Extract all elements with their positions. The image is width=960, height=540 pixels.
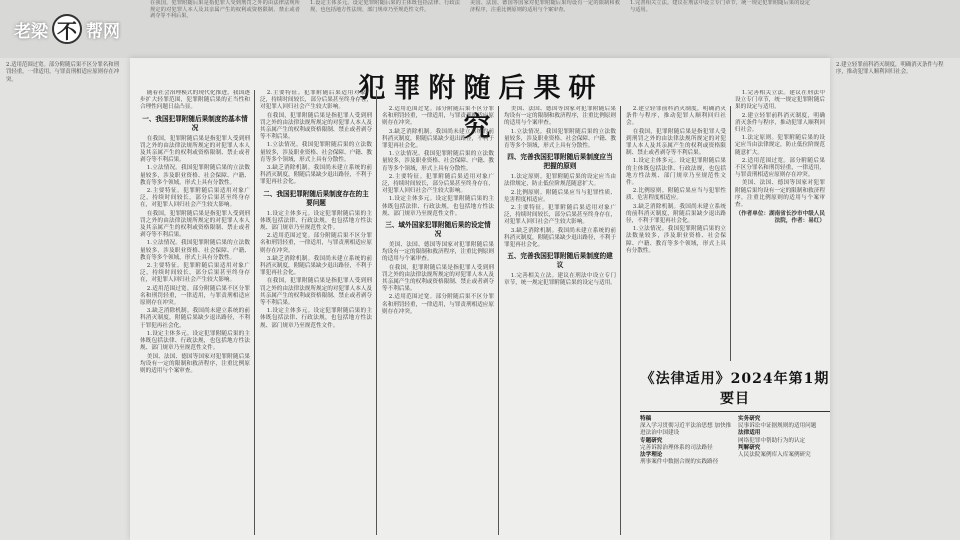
paragraph: 美国、法国、德国等国家对犯罪附随后果均设有一定的限制和救济程序，注重比例原则的适用与个案审查。 (735, 180, 825, 209)
watermark-mark-icon: 不 (52, 14, 82, 44)
paragraph: 3.缺乏消除机制。我国尚未建立系统的前科消灭制度，附随后果缺少退出路径，不利于罪犯再社会化。 (260, 165, 372, 186)
section-heading: 四、完善我国犯罪附随后果制度应当把握的原则 (507, 153, 613, 171)
toc-title: 《法律适用》2024年第1期要目 (640, 368, 830, 412)
article-column-3 (382, 106, 494, 536)
paragraph: 在我国，犯罪附随后果是指犯罪人受到刑罚之外的由法律法规所规定的对犯罪人本人及其亲属产生的权利或资格限制、禁止或者剥夺等不利后果。 (382, 264, 494, 293)
paragraph: 2.建立轻罪前科消灭制度，明确消灭条件与程序，推动犯罪人顺利回归社会。 (626, 106, 726, 127)
column-rule (376, 90, 377, 535)
toc-item: 实务研究 民事诉讼中证据规则的适用问题 (738, 416, 817, 430)
toc-columns (640, 416, 830, 466)
previous-page-strip (0, 0, 960, 58)
right-adjacent-page: 2.建立轻罪前科消灭制度，明确消灭条件与程序，推动犯罪人顺利回归社会。 (830, 58, 960, 540)
paragraph: 2.适用范围过宽。部分附随后果不区分罪名和刑罚轻重，一律适用，与罪责刑相适应原则存在冲突。 (140, 285, 250, 307)
article-column-1 (140, 90, 250, 538)
paragraph: 3.缺乏消除机制。我国尚未建立系统的前科消灭制度，附随后果缺少退出路径，不利于罪犯再社会化。 (504, 227, 616, 249)
paragraph: 2.主要特征。犯罪附随后果适用对象广泛，持续时间较长，部分后果甚至终身存在，对犯罪人回归社会产生较大影响。 (504, 205, 616, 226)
paragraph: 2.适用范围过宽。部分附随后果不区分罪名和刑罚轻重，一律适用，与罪责刑相适应原则存在冲突。 (260, 233, 372, 254)
paragraph: 1.设定主体多元。设定犯罪附随后果的主体既包括法律、行政法规，也包括地方性法规、部门规章乃至规范性文件。 (260, 308, 372, 329)
strip-column: 在我国，犯罪附随后果是指犯罪人受到刑罚之外的由法律法规所规定的对犯罪人本人及其亲属产生的权利或资格限制、禁止或者剥夺等不利后果。 (150, 0, 300, 20)
paragraph: 2.建立轻罪前科消灭制度，明确消灭条件与程序，推动犯罪人顺利回归社会。 (735, 112, 825, 134)
article-column-6 (735, 90, 825, 362)
paragraph: 1.立法情况。我国犯罪附随后果的立法数量较多，涉及职业资格、社会保障、户籍、教育等多个领域，形式上具有分散性。 (504, 128, 616, 150)
column-rule (730, 106, 731, 361)
strip-column: 1.完善相关立法。建议在刑法中设立专门章节，统一规定犯罪附随后果的设定与适用。 (630, 0, 810, 13)
paragraph: 2.主要特征。犯罪附随后果适用对象广泛，持续时间较长，部分后果甚至终身存在，对犯罪人回归社会产生较大影响。 (140, 263, 250, 284)
paragraph: 3.缺乏消除机制。我国尚未建立系统的前科消灭制度，附随后果缺少退出路径，不利于罪犯再社会化。 (260, 255, 372, 277)
newspaper-page (130, 58, 830, 540)
paragraph: 1.设定主体多元。设定犯罪附随后果的主体既包括法律、行政法规，也包括地方性法规、部门规章乃至规范性文件。 (260, 210, 372, 232)
watermark-tail: 帮网 (86, 21, 120, 42)
paragraph: 1.法定原则。犯罪附随后果的设定应当由法律规定，防止低位阶规范随意扩大。 (504, 174, 616, 188)
paragraph: 美国、法国、德国等国家对犯罪附随后果均设有一定的限制和救济程序，注重比例原则的适用与个案审查。 (382, 242, 494, 263)
paragraph: 2.适用范围过宽。部分附随后果不区分罪名和刑罚轻重，一律适用，与罪责刑相适应原则存在冲突。 (382, 294, 494, 315)
journal-toc (640, 368, 830, 540)
watermark-name: 老梁 (14, 21, 48, 42)
paragraph: 1.完善相关立法。建议在刑法中设立专门章节，统一规定犯罪附随后果的设定与适用。 (504, 273, 616, 287)
paragraph: 2.适用范围过宽。部分附随后果不区分罪名和刑罚轻重，一律适用，与罪责刑相适应原则存在冲突。 (382, 106, 494, 127)
paragraph: 3.缺乏消除机制。我国尚未建立系统的前科消灭制度，附随后果缺少退出路径，不利于罪犯再社会化。 (626, 203, 726, 225)
paragraph: 在我国，犯罪附随后果是指犯罪人受到刑罚之外的由法律法规所规定的对犯罪人本人及其亲属产生的权利或资格限制、禁止或者剥夺等不利后果。 (140, 135, 250, 164)
paragraph: 在我国，犯罪附随后果是指犯罪人受到刑罚之外的由法律法规所规定的对犯罪人本人及其亲属产生的权利或资格限制、禁止或者剥夺等不利后果。 (260, 278, 372, 307)
paragraph: 2.比例原则。附随后果应当与犯罪性质、危害程度相适应。 (504, 189, 616, 203)
toc-item: 特稿 深入学习贯彻习近平法治思想 加快推进法治中国建设 (640, 416, 732, 437)
paragraph: 1.立法情况。我国犯罪附随后果的立法数量较多，涉及职业资格、社会保障、户籍、教育等多个领域，形式上具有分散性。 (382, 151, 494, 172)
paragraph: 3.缺乏消除机制。我国尚未建立系统的前科消灭制度，附随后果缺少退出路径，不利于罪犯再社会化。 (140, 308, 250, 329)
paragraph: 1.法定原则。犯罪附随后果的设定应当由法律规定，防止低位阶规范随意扩大。 (735, 135, 825, 156)
article-headline: 犯罪附随后果研究 (358, 73, 604, 143)
section-heading: 五、完善我国犯罪附随后果制度的建议 (507, 252, 613, 270)
paragraph: 1.设定主体多元。设定犯罪附随后果的主体既包括法律、行政法规，也包括地方性法规、部门规章乃至规范性文件。 (626, 158, 726, 187)
paragraph: 2.适用范围过宽。部分附随后果不区分罪名和刑罚轻重，一律适用，与罪责刑相适应原则存在冲突。 (735, 157, 825, 179)
paragraph: 在我国，犯罪附随后果是指犯罪人受到刑罚之外的由法律法规所规定的对犯罪人本人及其亲属产生的权利或资格限制、禁止或者剥夺等不利后果。 (626, 128, 726, 157)
toc-item: 专题研究 完善诉源治理体系的司法路径 (640, 437, 713, 451)
paragraph: 3.缺乏消除机制。我国尚未建立系统的前科消灭制度，附随后果缺少退出路径，不利于罪犯再社会化。 (382, 128, 494, 150)
toc-item: 法律适用 网络犯罪中帮助行为的认定 (738, 430, 806, 444)
section-heading: 三、域外国家犯罪附随后果的设定情况 (385, 221, 491, 239)
paragraph: 1.完善相关立法。建议在刑法中设立专门章节，统一规定犯罪附随后果的设定与适用。 (735, 90, 825, 111)
article-column-4 (504, 106, 616, 536)
toc-item: 判解研究 人民法院案例库入库案例研究 (738, 444, 811, 459)
paragraph: 2.主要特征。犯罪附随后果适用对象广泛，持续时间较长，部分后果甚至终身存在，对犯罪人回归社会产生较大影响。 (382, 173, 494, 195)
site-watermark (14, 14, 120, 44)
toc-divider (640, 411, 830, 412)
article-column-5 (626, 106, 726, 361)
paragraph: 美国、法国、德国等国家对犯罪附随后果均设有一定的限制和救济程序，注重比例原则的适用与个案审查。 (504, 106, 616, 127)
strip-column: 1.设定主体多元。设定犯罪附随后果的主体既包括法律、行政法规，也包括地方性法规、部门规章乃至规范性文件。 (310, 0, 460, 13)
paragraph: 1.立法情况。我国犯罪附随后果的立法数量较多，涉及职业资格、社会保障、户籍、教育等多个领域，形式上具有分散性。 (140, 165, 250, 186)
left-adjacent-page: 2.适用范围过宽。部分附随后果不区分罪名和刑罚轻重，一律适用，与罪责刑相适应原则存在冲突。 (0, 58, 130, 540)
paragraph: 在我国，犯罪附随后果是指犯罪人受到刑罚之外的由法律法规所规定的对犯罪人本人及其亲属产生的权利或资格限制、禁止或者剥夺等不利后果。 (140, 210, 250, 239)
section-heading: 一、我国犯罪附随后果制度的基本情况 (142, 114, 248, 132)
section-heading: 二、我国犯罪附随后果制度存在的主要问题 (263, 189, 369, 207)
column-rule (620, 106, 621, 535)
column-rule (498, 106, 499, 535)
paragraph: 在我国，犯罪附随后果是指犯罪人受到刑罚之外的由法律法规所规定的对犯罪人本人及其亲属产生的权利或资格限制、禁止或者剥夺等不利后果。 (260, 112, 372, 141)
article-column-2 (260, 90, 372, 538)
lead-paragraph: 随着社会治理模式的现代化推进，我国逐步扩大轻罪范围，犯罪附随后果的正当性和合理性问题日益凸显。 (140, 90, 250, 111)
toc-column-left (640, 416, 732, 466)
toc-column-right (738, 416, 830, 466)
paragraph: 1.立法情况。我国犯罪附随后果的立法数量较多，涉及职业资格、社会保障、户籍、教育等多个领域，形式上具有分散性。 (626, 226, 726, 254)
paragraph: 2.比例原则。附随后果应当与犯罪性质、危害程度相适应。 (626, 188, 726, 202)
paragraph: 1.设定主体多元。设定犯罪附随后果的主体既包括法律、行政法规，也包括地方性法规、部门规章乃至规范性文件。 (140, 330, 250, 352)
paragraph: 1.立法情况。我国犯罪附随后果的立法数量较多，涉及职业资格、社会保障、户籍、教育等多个领域，形式上具有分散性。 (140, 240, 250, 261)
paragraph: 1.设定主体多元。设定犯罪附随后果的主体既包括法律、行政法规，也包括地方性法规、部门规章乃至规范性文件。 (382, 196, 494, 217)
paragraph: 2.主要特征。犯罪附随后果适用对象广泛，持续时间较长，部分后果甚至终身存在，对犯罪人回归社会产生较大影响。 (140, 188, 250, 209)
column-rule (254, 90, 255, 535)
paragraph: 美国、法国、德国等国家对犯罪附随后果均设有一定的限制和救济程序，注重比例原则的适用与个案审查。 (140, 353, 250, 374)
paragraph: 2.主要特征。犯罪附随后果适用对象广泛，持续时间较长，部分后果甚至终身存在，对犯罪人回归社会产生较大影响。 (260, 90, 372, 111)
toc-item: 法学理论 刑事案件中数据合规的实践路径 (640, 452, 719, 466)
article-byline: （作者单位：湖南省长沙市中级人民法院，作者：易红） (735, 211, 825, 225)
strip-column: 美国、法国、德国等国家对犯罪附随后果均设有一定的限制和救济程序，注重比例原则的适用与个案审查。 (470, 0, 620, 13)
paragraph: 1.立法情况。我国犯罪附随后果的立法数量较多，涉及职业资格、社会保障、户籍、教育等多个领域，形式上具有分散性。 (260, 142, 372, 163)
